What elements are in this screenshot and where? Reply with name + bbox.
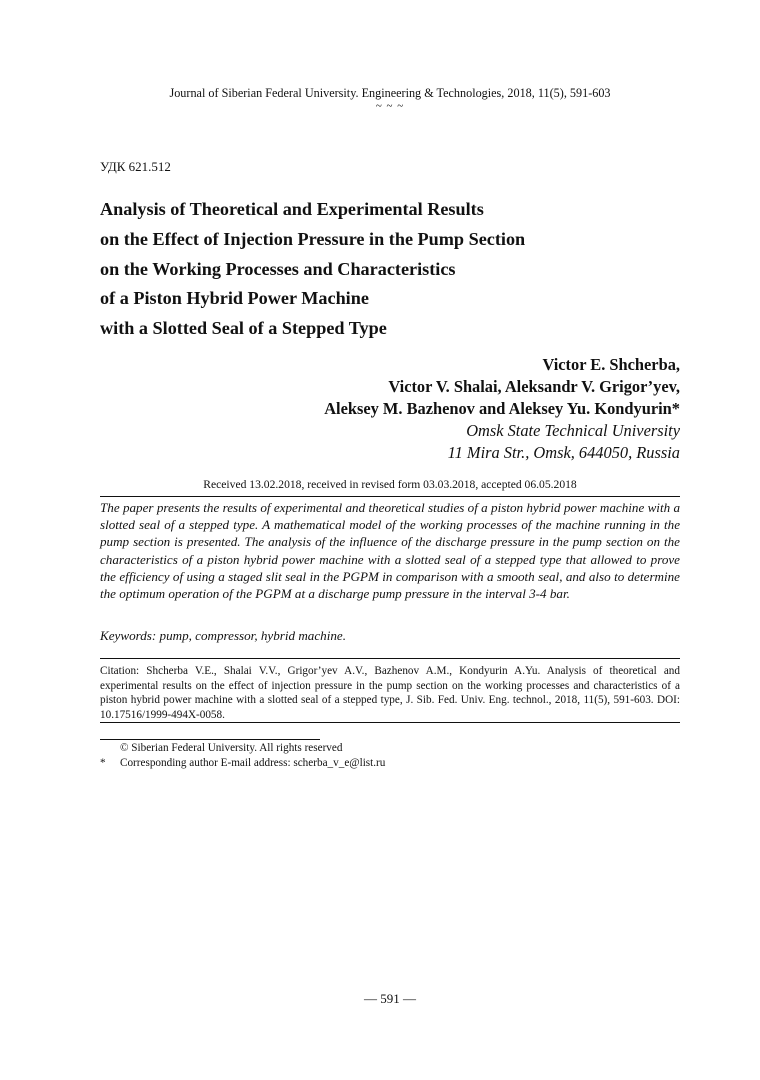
footnote-rule [100, 739, 320, 740]
abstract-text: The paper presents the results of experimental and theoretical studies of a piston hybrid power machine with a slotted seal of a stepped type. A mathematical model of the working processes of the machine running in the pump section is presented. The analysis of the influence of the discharge pressure in the pump section on the characteristics of a piston hybrid power machine with a slotted seal of a stepped type that allowed to prove the efficiency of using a staged slit seal in the PGPM in comparison with a smooth seal, and also to determine the optimum operation of the PGPM at a discharge pump pressure in the interval 3-4 bar. [100, 500, 680, 602]
keywords: Keywords: pump, compressor, hybrid machine. [100, 628, 346, 643]
title-line: on the Working Processes and Characteristics [100, 258, 456, 279]
received-dates: Received 13.02.2018, received in revised form 03.03.2018, accepted 06.05.2018 [203, 478, 577, 491]
corresponding-email: Corresponding author E-mail address: scherba_v_e@list.ru [120, 757, 386, 769]
journal-header: Journal of Siberian Federal University. Engineering & Technologies, 2018, 11(5), 591-603 [169, 86, 611, 100]
divider-top [100, 496, 680, 497]
header-ornament: ~ ~ ~ [375, 100, 405, 112]
page-number: ― 591 ― [364, 991, 416, 1006]
copyright-footnote: © Siberian Federal University. All rights reserved [120, 742, 343, 754]
author-line: Victor E. Shcherba, [542, 355, 680, 374]
paper-title [100, 195, 660, 344]
divider-citation-top [100, 658, 680, 659]
divider-citation-bottom [100, 722, 680, 723]
affiliation-institution: Omsk State Technical University [466, 421, 680, 440]
title-line: with a Slotted Seal of a Stepped Type [100, 318, 387, 339]
footnote-marker: * [100, 757, 106, 769]
author-line: Aleksey M. Bazhenov and Aleksey Yu. Kondyurin* [324, 399, 680, 418]
title-line: of a Piston Hybrid Power Machine [100, 288, 369, 309]
affiliation-address: 11 Mira Str., Omsk, 644050, Russia [447, 443, 680, 462]
udk-code: УДК 621.512 [100, 159, 171, 174]
author-line: Victor V. Shalai, Aleksandr V. Grigor’yev, [388, 377, 680, 396]
citation-text: Citation: Shcherba V.E., Shalai V.V., Grigor’yev A.V., Bazhenov A.M., Kondyurin A.Yu. Analysis of theoretical and experimental results on the effect of injection pressure in the pump section on the working processes and characteristics of a piston hybrid power machine with a slotted seal of a stepped type, J. Sib. Fed. Univ. Eng. technol., 2018, 11(5), 591-603. DOI: 10.17516/1999-494X-0058. [100, 665, 680, 721]
title-line: on the Effect of Injection Pressure in the Pump Section [100, 228, 526, 249]
corresponding-footnote [100, 756, 385, 770]
author-block [324, 354, 680, 464]
title-line: Analysis of Theoretical and Experimental Results [100, 199, 484, 219]
